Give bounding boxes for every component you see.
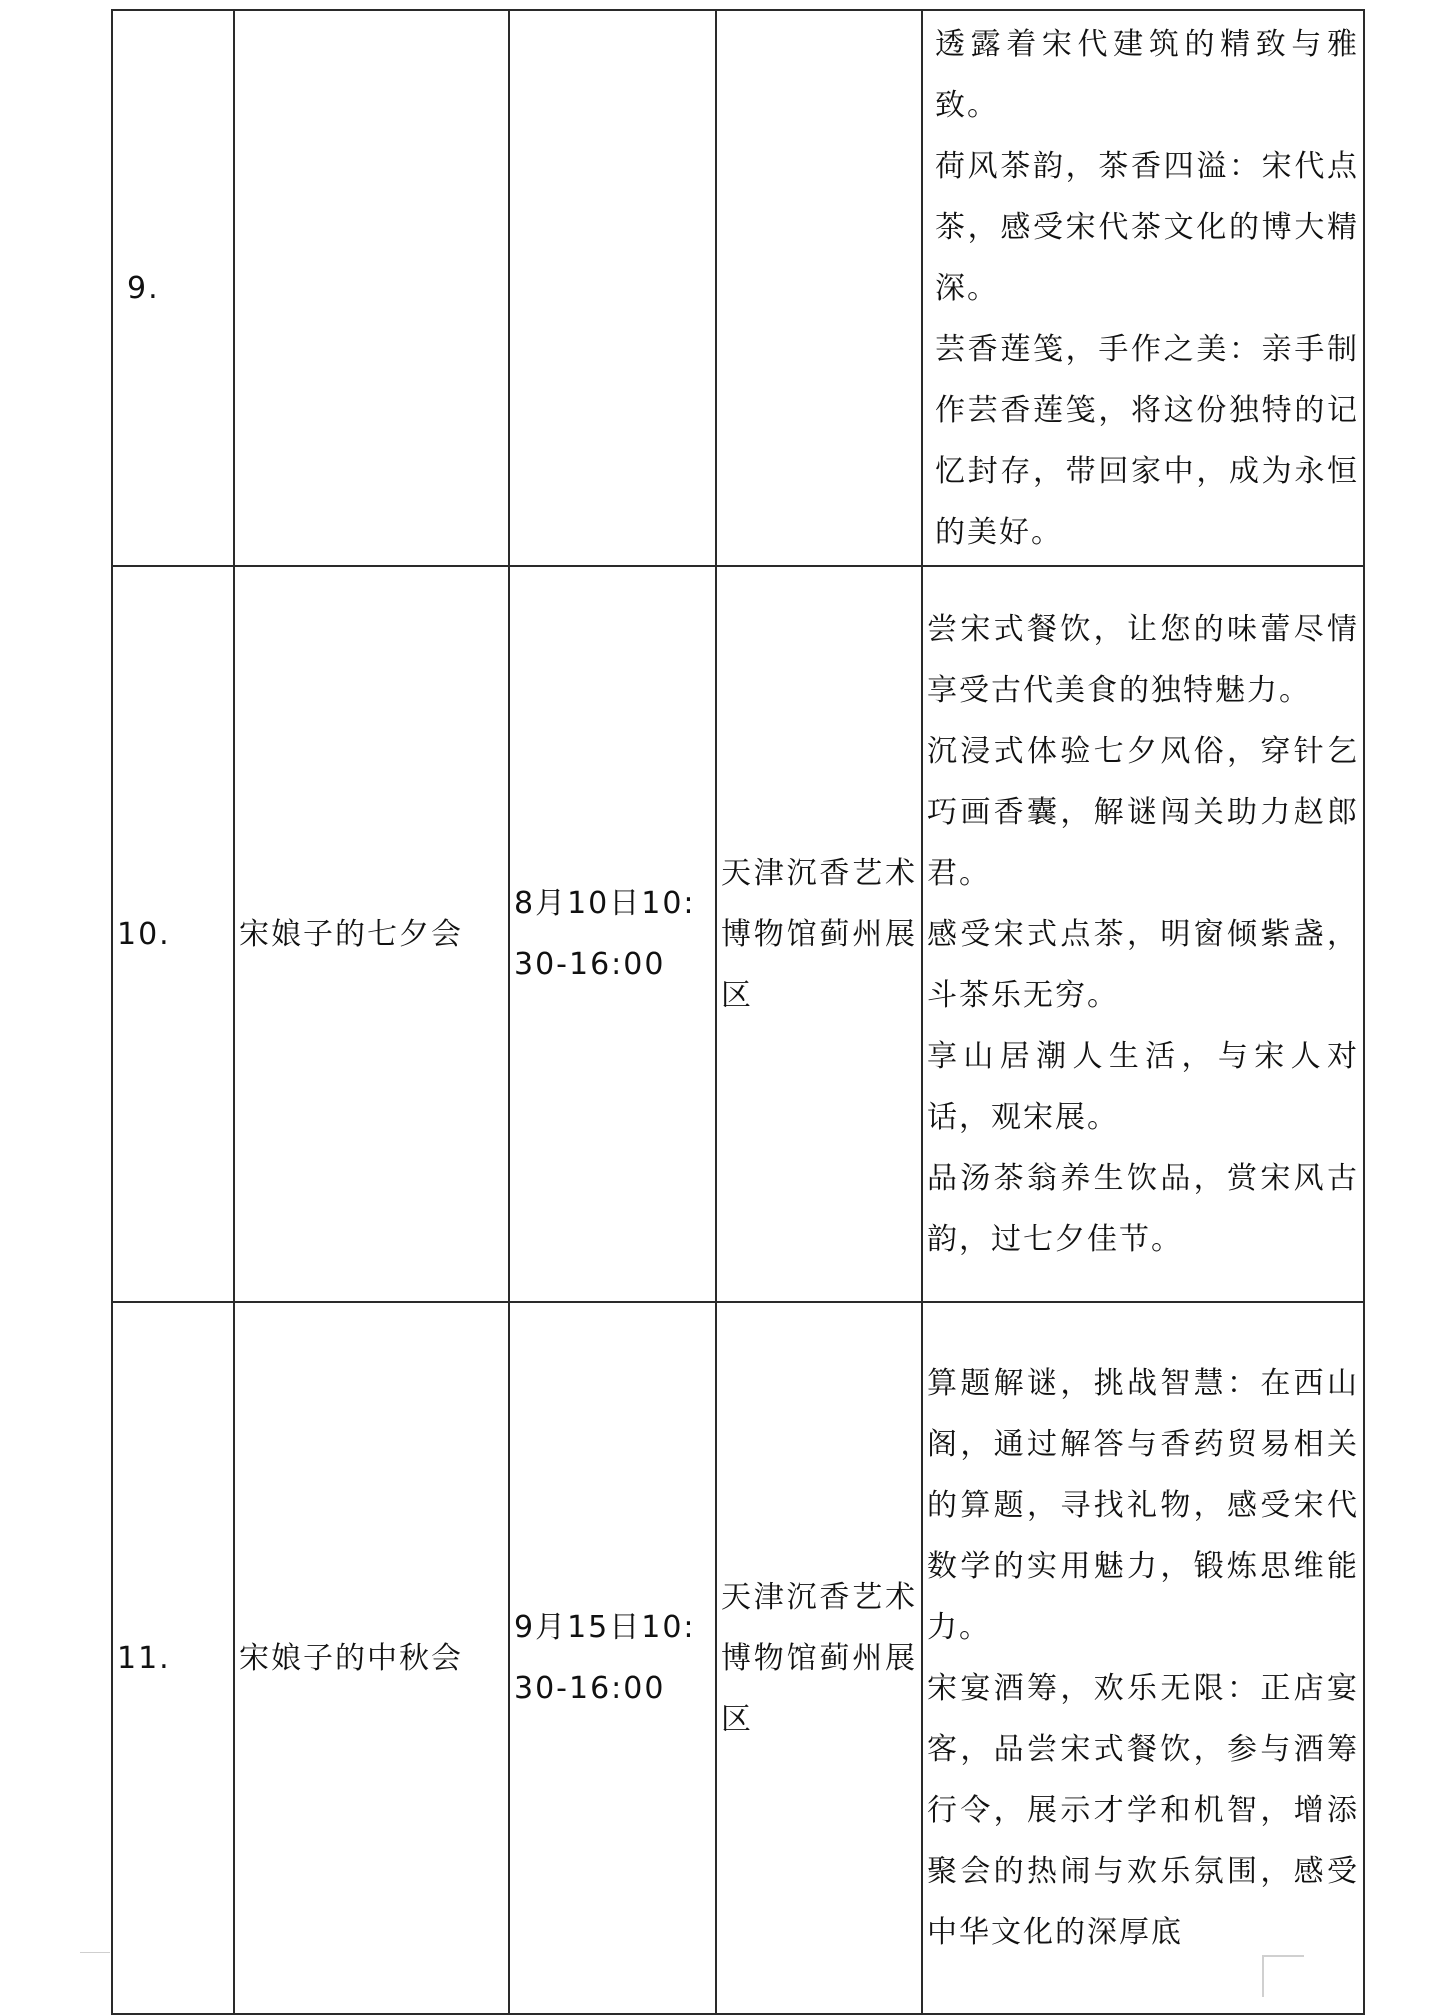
table-row [112, 10, 1364, 566]
row-number-cell [112, 10, 234, 566]
row-number-cell [112, 566, 234, 1302]
event-description-cell [922, 1302, 1364, 2014]
margin-mark [80, 1952, 110, 1953]
event-description-cell [922, 566, 1364, 1302]
event-schedule-table [111, 9, 1365, 2015]
description-paragraph: 感受宋式点茶，明窗倾紫盏，斗茶乐无穷。 [927, 916, 1359, 1013]
event-name-cell: 宋娘子的中秋会 [234, 1302, 509, 2014]
event-description-cell [922, 10, 1364, 566]
row-number: 10. [117, 916, 171, 952]
row-number: 11. [117, 1640, 171, 1676]
table-row [112, 1302, 1364, 2014]
description-paragraph: 芸香莲笺，手作之美：亲手制作芸香莲笺，将这份独特的记忆封存，带回家中，成为永恒的美好。 [935, 331, 1359, 550]
description-paragraph: 算题解谜，挑战智慧：在西山阁，通过解答与香药贸易相关的算题，寻找礼物，感受宋代数学的实用魅力，锻炼思维能力。 [927, 1366, 1359, 1645]
page-corner-mark [1262, 1955, 1304, 1997]
event-place-cell: 天津沉香艺术博物馆蓟州展区 [716, 566, 922, 1302]
description-paragraph: 荷风茶韵，茶香四溢：宋代点茶，感受宋代茶文化的博大精深。 [935, 148, 1359, 306]
description-paragraph: 透露着宋代建筑的精致与雅致。 [935, 26, 1359, 123]
description-paragraph: 品汤茶翁养生饮品，赏宋风古韵，过七夕佳节。 [927, 1160, 1359, 1257]
event-time-cell: 9月15日10:30-16:00 [509, 1302, 716, 2014]
description-paragraph: 宋宴酒筹，欢乐无限：正店宴客，品尝宋式餐饮，参与酒筹行令，展示才学和机智，增添聚会的热闹与欢乐氛围，感受中华文化的深厚底 [927, 1671, 1359, 1950]
row-number-cell [112, 1302, 234, 2014]
event-place-cell: 天津沉香艺术博物馆蓟州展区 [716, 1302, 922, 2014]
table-row [112, 566, 1364, 1302]
description-paragraph: 享山居潮人生活，与宋人对话，观宋展。 [927, 1038, 1359, 1135]
description-paragraph: 沉浸式体验七夕风俗，穿针乞巧画香囊，解谜闯关助力赵郎君。 [927, 733, 1359, 891]
event-name-cell [234, 10, 509, 566]
description-paragraph: 尝宋式餐饮，让您的味蕾尽情享受古代美食的独特魅力。 [927, 611, 1359, 708]
event-time-cell [509, 10, 716, 566]
row-number: 9. [127, 270, 160, 306]
event-name-cell: 宋娘子的七夕会 [234, 566, 509, 1302]
event-place-cell [716, 10, 922, 566]
event-time-cell: 8月10日10:30-16:00 [509, 566, 716, 1302]
